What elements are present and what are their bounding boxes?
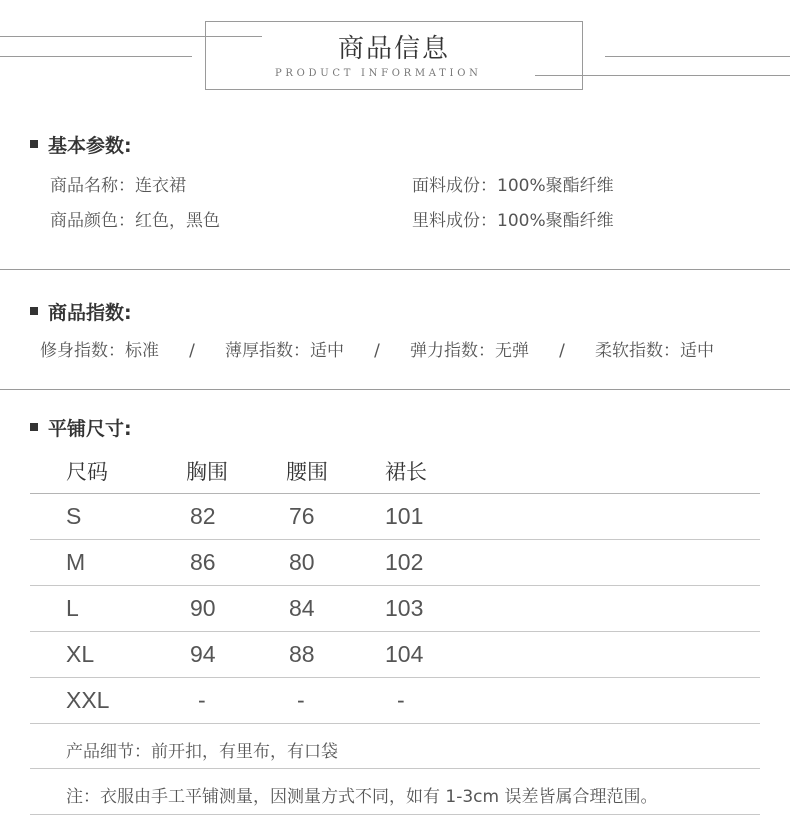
index-softness: 柔软指数：适中 xyxy=(595,341,714,361)
cell-chest: 82 xyxy=(186,494,286,540)
column-header-chest: 胸围 xyxy=(186,448,286,494)
cell-length: 101 xyxy=(385,494,760,540)
basic-title-text: 基本参数: xyxy=(48,135,132,157)
table-row xyxy=(30,540,760,586)
index-thickness: 薄厚指数：适中 xyxy=(225,341,344,361)
cell-length: 103 xyxy=(385,586,760,632)
table-row xyxy=(30,586,760,632)
index-section-title xyxy=(30,298,132,325)
param-lining: 里料成份：100%聚酯纤维 xyxy=(412,211,614,231)
column-header-waist: 腰围 xyxy=(286,448,385,494)
size-table-header xyxy=(30,448,760,494)
cell-chest: 86 xyxy=(186,540,286,586)
cell-length: - xyxy=(385,678,760,724)
param-fabric: 面料成份：100%聚酯纤维 xyxy=(412,176,614,196)
index-separator: / xyxy=(559,341,565,361)
cell-size: L xyxy=(30,586,186,632)
cell-length: 104 xyxy=(385,632,760,678)
cell-size: S xyxy=(30,494,186,540)
page-title: 商品信息 xyxy=(337,34,450,64)
note-divider xyxy=(30,768,760,769)
table-row xyxy=(30,632,760,678)
table-row xyxy=(30,678,760,724)
index-separator: / xyxy=(189,341,195,361)
cell-chest: 90 xyxy=(186,586,286,632)
index-row xyxy=(40,336,714,361)
size-section-title xyxy=(30,414,132,441)
header-line-right-top xyxy=(605,56,790,57)
cell-waist: - xyxy=(286,678,385,724)
square-bullet-icon xyxy=(30,307,38,315)
square-bullet-icon xyxy=(30,423,38,431)
measurement-note: 注：衣服由手工平铺测量，因测量方式不同，如有 1-3cm 误差皆属合理范围。 xyxy=(66,787,658,807)
size-table xyxy=(30,448,760,724)
cell-length: 102 xyxy=(385,540,760,586)
table-row xyxy=(30,494,760,540)
cell-chest: 94 xyxy=(186,632,286,678)
basic-section-title xyxy=(30,131,132,158)
cell-size: XL xyxy=(30,632,186,678)
cell-waist: 80 xyxy=(286,540,385,586)
page-subtitle: PRODUCT INFORMATION xyxy=(275,68,482,79)
square-bullet-icon xyxy=(30,140,38,148)
note-divider xyxy=(30,814,760,815)
column-header-size: 尺码 xyxy=(30,448,186,494)
cell-size: M xyxy=(30,540,186,586)
index-title-text: 商品指数: xyxy=(48,302,132,324)
cell-waist: 88 xyxy=(286,632,385,678)
section-divider xyxy=(0,389,790,390)
size-title-text: 平铺尺寸: xyxy=(48,418,132,440)
index-elasticity: 弹力指数：无弹 xyxy=(410,341,529,361)
cell-waist: 84 xyxy=(286,586,385,632)
section-divider xyxy=(0,269,790,270)
param-product-name: 商品名称：连衣裙 xyxy=(50,176,186,196)
index-fit: 修身指数：标准 xyxy=(40,341,159,361)
cell-chest: - xyxy=(186,678,286,724)
param-color: 商品颜色：红色，黑色 xyxy=(50,211,220,231)
cell-size: XXL xyxy=(30,678,186,724)
index-separator: / xyxy=(374,341,380,361)
column-header-length: 裙长 xyxy=(385,448,760,494)
cell-waist: 76 xyxy=(286,494,385,540)
product-detail-text: 产品细节：前开扣，有里布，有口袋 xyxy=(66,742,338,762)
header-line-left-bottom xyxy=(0,56,192,57)
